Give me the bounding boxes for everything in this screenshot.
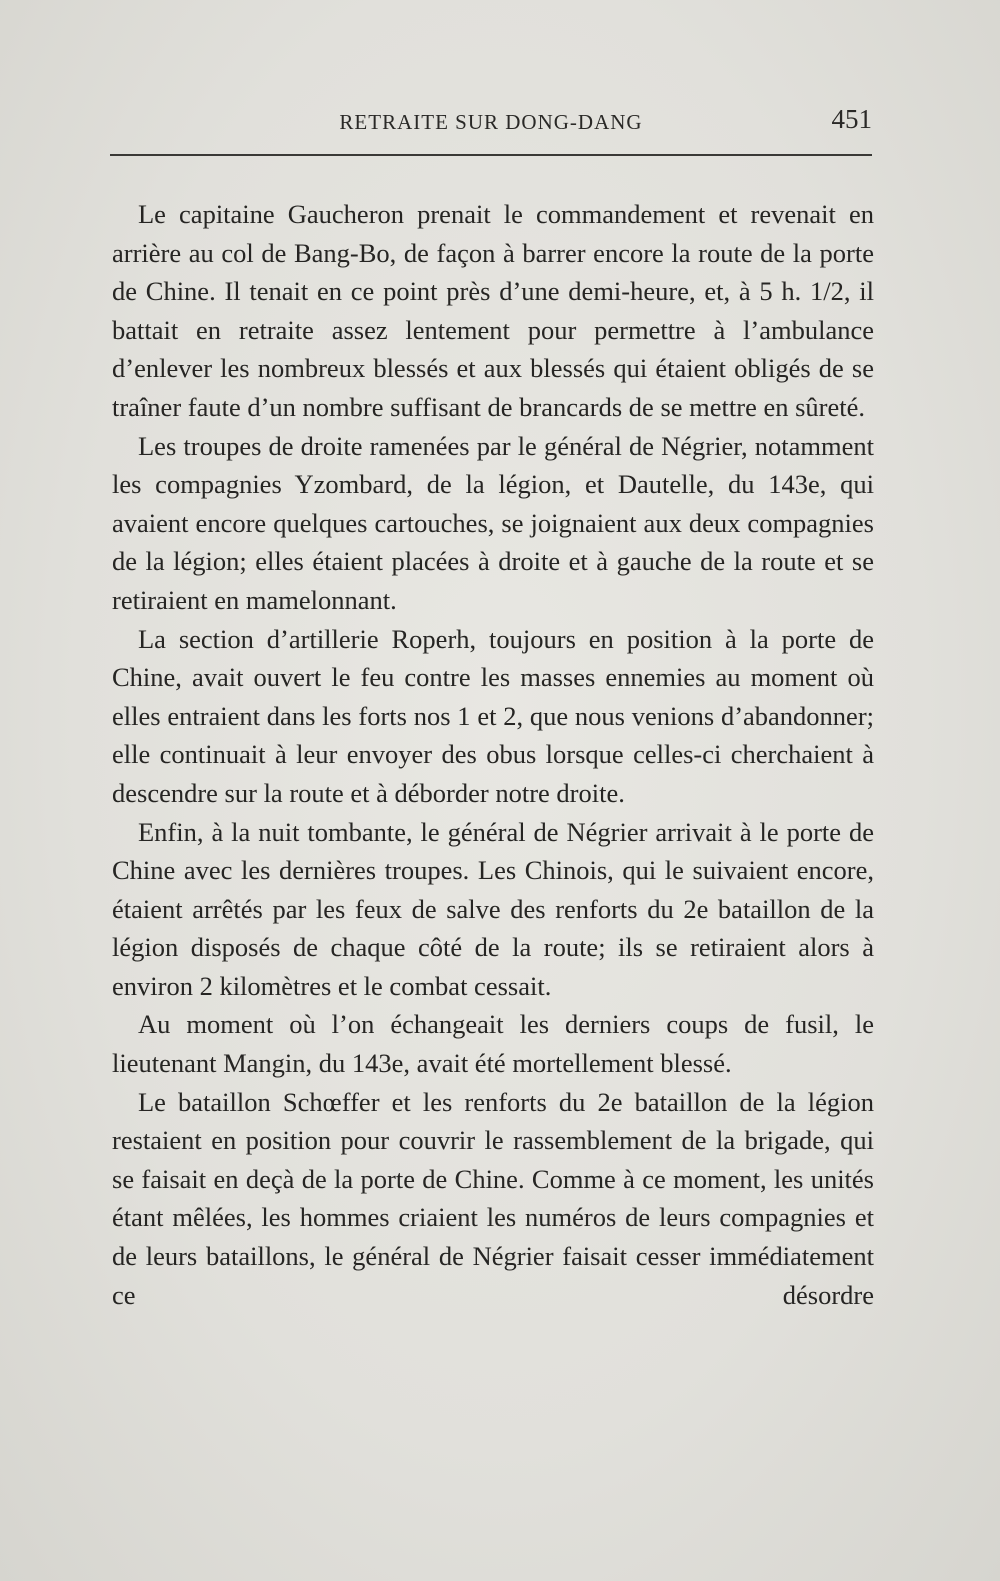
paragraph-2: Les troupes de droite ramenées par le général de Négrier, notamment les compagnies Yzombard, de la légion, et Dautelle, du 143e, qui avaient encore quelques cartouches, se joignaient aux deux compagnies de la légion; elles étaient placées à droite et à gauche de la route et se retiraient en mamelonnant. (112, 430, 874, 615)
header-rule (110, 154, 872, 156)
body-text (112, 195, 874, 1314)
paragraph-5: Au moment où l’on échangeait les derniers coups de fusil, le lieutenant Mangin, du 143e, avait été mortellement blessé. (112, 1009, 874, 1079)
running-title: RETRAITE SUR DONG-DANG (339, 110, 643, 134)
page-number: 451 (831, 104, 872, 134)
paragraph-4: Enfin, à la nuit tombante, le général de Négrier arrivait à le porte de Chine avec les dernières troupes. Les Chinois, qui le suivaient encore, étaient arrêtés par les feux de salve des renforts du 2e bataillon de la légion disposés de chaque côté de la route; ils se retiraient alors à environ 2 kilomètres et le combat cessait. (112, 816, 874, 1001)
paragraph-3: La section d’artillerie Roperh, toujours en position à la porte de Chine, avait ouvert le feu contre les masses ennemies au moment où elles entraient dans les forts nos 1 et 2, que nous venions d’abandonner; elle continuait à leur envoyer des obus lorsque celles-ci cherchaient à descendre sur la route et à déborder notre droite. (112, 623, 874, 808)
paragraph-1: Le capitaine Gaucheron prenait le commandement et revenait en arrière au col de Bang-Bo, de façon à barrer encore la route de la porte de Chine. Il tenait en ce point près d’une demi-heure, et, à 5 h. 1/2, il battait en retraite assez lentement pour permettre à l’ambulance d’enlever les nombreux blessés et aux blessés qui étaient obligés de se traîner faute d’un nombre suffisant de brancards de se mettre en sûreté. (112, 199, 874, 422)
paragraph-6: Le bataillon Schœffer et les renforts du 2e bataillon de la légion restaient en position pour couvrir le rassemblement de la brigade, qui se faisait en deçà de la porte de Chine. Comme à ce moment, les unités étant mêlées, les hommes criaient les numéros de leurs compagnies et de leurs bataillons, le général de Négrier faisait cesser immédiatement ce désordre (112, 1086, 874, 1310)
page-header (110, 100, 872, 140)
